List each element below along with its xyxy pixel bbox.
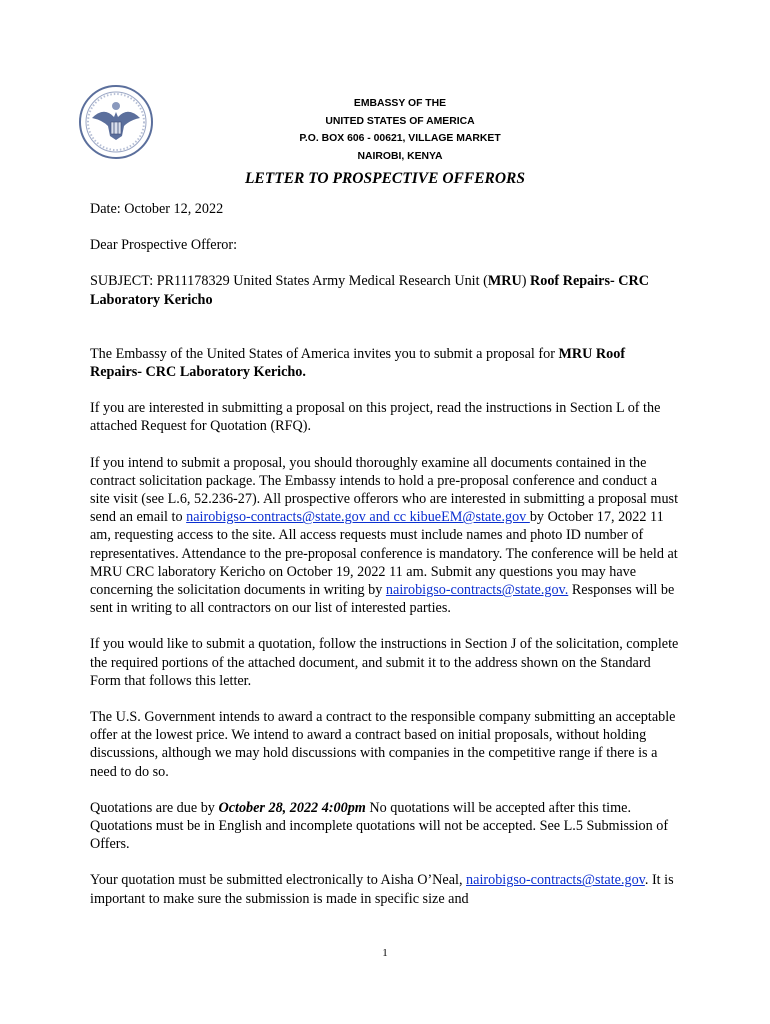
email-link-contracts-cc[interactable]: nairobigso-contracts@state.gov and cc kibueEM@state.gov: [186, 509, 530, 526]
paragraph-section-j: If you would like to submit a quotation, follow the instructions in Section J of the solicitation, complete the required portions of the attached document, and submit it to the address shown on the Standard Form that follows this letter.: [90, 636, 679, 689]
submission-text-a: Your quotation must be submitted electronically to Aisha O’Neal,: [90, 872, 467, 889]
subject-line: [90, 272, 680, 308]
site-visit-text-a: If you intend to submit a proposal, you should thoroughly examine all documents contained in the contract solicitation package. The Embassy intends to hold a pre-proposal conference and conduct a site visit (see L.6, 52.236-27). All prospective offerors who are interested in submitting a proposal must send an email to: [90, 454, 679, 526]
letter-body: [90, 200, 680, 926]
deadline-text-a: Quotations are due by: [90, 799, 219, 816]
email-link-submission[interactable]: nairobigso-contracts@state.gov: [466, 872, 645, 889]
paragraph-deadline: [90, 799, 680, 854]
paragraph-submission: [90, 871, 680, 907]
letterhead: [230, 95, 570, 165]
subject-project: Roof Repairs- CRC Laboratory Kericho: [90, 273, 650, 308]
email-link-questions[interactable]: nairobigso-contracts@state.gov.: [385, 582, 569, 599]
invitation-project: MRU Roof Repairs- CRC Laboratory Kericho.: [90, 345, 626, 381]
embassy-seal-icon: [78, 84, 154, 160]
deadline-text-b: No quotations will be accepted after this time. Quotations must be in English and incomplete quotations will not be accepted. See L.5 Submission of Offers.: [90, 799, 669, 853]
invitation-text: The Embassy of the United States of America invites you to submit a proposal for: [90, 345, 559, 362]
submission-text-b: . It is important to make sure the submission is made in specific size and: [90, 872, 674, 907]
deadline-date: October 28, 2022 4:00pm: [218, 799, 366, 816]
letterhead-line-4: NAIROBI, KENYA: [357, 150, 443, 162]
subject-mid: ): [521, 273, 530, 290]
salutation: Dear Prospective Offeror:: [90, 237, 238, 254]
subject-mru: MRU: [487, 273, 522, 290]
page-number: 1: [382, 947, 388, 959]
document-title: LETTER TO PROSPECTIVE OFFERORS: [244, 170, 526, 187]
paragraph-invitation: [90, 345, 680, 381]
paragraph-award: The U.S. Government intends to award a contract to the responsible company submitting an acceptable offer at the lowest price. We intend to award a contract based on initial proposals, without holding discussions, although we may hold discussions with companies in the competitive range if there is a need to do so.: [90, 709, 676, 780]
letterhead-line-1: EMBASSY OF THE: [353, 98, 447, 109]
paragraph-section-l: If you are interested in submitting a proposal on this project, read the instructions in Section L of the attached Request for Quotation (RFQ).: [90, 400, 661, 435]
paragraph-site-visit: [90, 454, 680, 618]
letterhead-line-3: P.O. BOX 606 - 00621, VILLAGE MARKET: [299, 133, 501, 144]
site-visit-text-c: Responses will be sent in writing to all contractors on our list of interested parties.: [90, 582, 675, 617]
subject-prefix: SUBJECT: PR11178329 United States Army Medical Research Unit (: [90, 273, 488, 290]
letterhead-line-2: UNITED STATES OF AMERICA: [325, 115, 475, 127]
site-visit-text-b: by October 17, 2022 11 am, requesting access to the site. All access requests must include names and photo ID number of representatives. Attendance to the pre-proposal conference is mandatory. The conference will be held at MRU CRC laboratory Kericho on October 19, 2022 11 am. Submit any questions you may have concerning the solicitation documents in writing by: [90, 509, 678, 599]
letter-date: Date: October 12, 2022: [90, 201, 224, 217]
